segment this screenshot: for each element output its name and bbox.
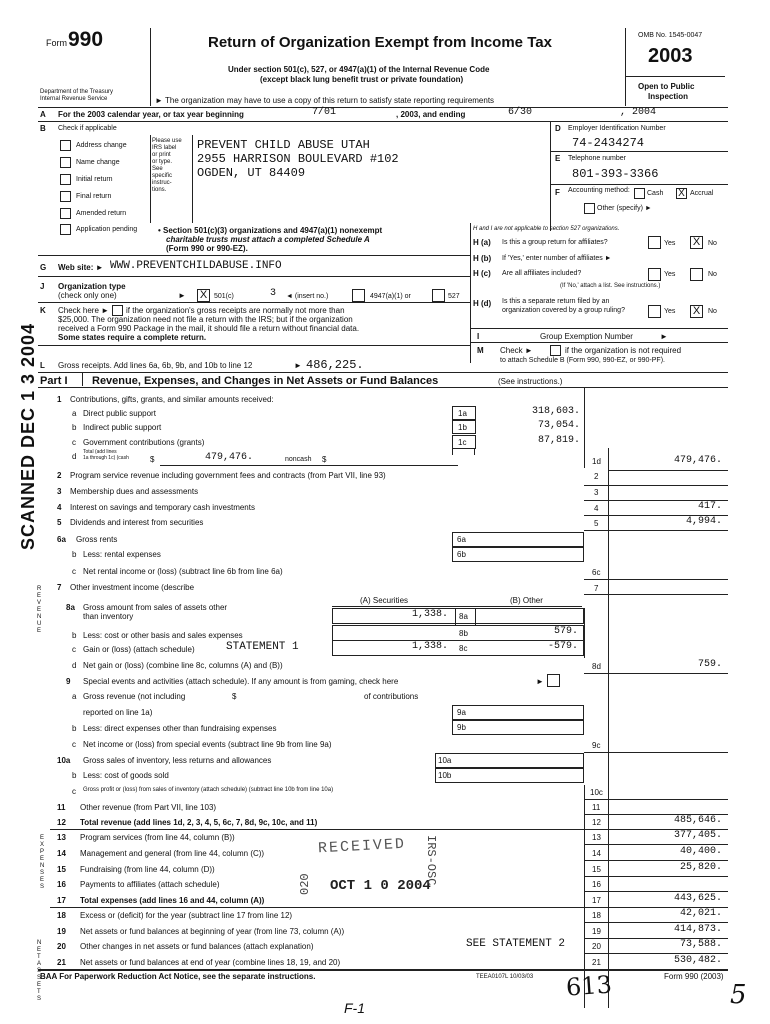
- cash-checkbox[interactable]: [634, 188, 645, 199]
- org-city: OGDEN, UT 84409: [197, 166, 306, 180]
- line-21-amount: 530,482.: [673, 955, 722, 966]
- line-12-label: Total revenue (add lines 1d, 2, 3, 4, 5, 6c, 7, 8d, 9c, 10c, and 11): [80, 818, 318, 827]
- schedule-b-check: Check ►: [500, 346, 533, 355]
- separate-return-question: Is this a separate return filed by an: [502, 298, 610, 305]
- irs-label-instructions: Please use IRS label or print or type. See specific instruc- tions.: [152, 138, 182, 193]
- accounting-label: Accounting method:: [568, 187, 630, 194]
- line-11-label: Other revenue (from Part VII, line 103): [80, 803, 217, 812]
- statement-1-ref: STATEMENT 1: [226, 641, 299, 653]
- line-9c-label: Net income or (loss) from special events (subtract line 9b from line 9a): [83, 740, 332, 749]
- line-19-amount: 414,873.: [673, 924, 722, 935]
- amended-return-checkbox[interactable]: [60, 208, 71, 219]
- line-8a-label: Gross amount from sales of assets other: [83, 603, 228, 612]
- line-13-amount: 377,405.: [673, 830, 722, 841]
- line-1d-cash: 479,476.: [205, 452, 254, 463]
- handwritten-613: 613: [565, 970, 613, 1002]
- line-1-label: Contributions, gifts, grants, and similar amounts received:: [70, 395, 274, 404]
- other-method-checkbox[interactable]: [584, 203, 595, 214]
- gross-receipts-label: Gross receipts. Add lines 6a, 6b, 9b, and 10b to line 12: [58, 361, 253, 370]
- irs: Internal Revenue Service: [40, 96, 108, 102]
- org-name: PREVENT CHILD ABUSE UTAH: [197, 138, 370, 152]
- line-13-label: Program services (from line 44, column (B)): [80, 833, 235, 842]
- address-change-checkbox[interactable]: [60, 140, 71, 151]
- footer-form: Form 990 (2003): [664, 972, 724, 981]
- line-10a-label: Gross sales of inventory, less returns and allowances: [83, 756, 272, 765]
- line-1c-amount: 87,819.: [537, 435, 580, 446]
- ein-value: 74-2434274: [572, 136, 645, 150]
- net-assets-side-label: NET ASSETS: [37, 940, 42, 1002]
- line-4-label: Interest on savings and temporary cash investments: [70, 503, 255, 512]
- hc-yes-checkbox[interactable]: [648, 268, 661, 281]
- line-7-label: Other investment income (describe: [70, 583, 195, 592]
- irs-osc-stamp: IRS-OSC: [424, 835, 438, 886]
- revenue-side-label: REVENUE: [37, 586, 42, 634]
- line-6c-label: Net rental income or (loss) (subtract line 6b from line 6a): [83, 567, 283, 576]
- line-8c-other: -579.: [547, 641, 578, 652]
- 4947-checkbox[interactable]: [352, 289, 365, 302]
- received-date-stamp: OCT 1 0 2004: [330, 878, 431, 894]
- line-19-label: Net assets or fund balances at beginning of year (from line 73, column (A)): [80, 927, 345, 936]
- org-street: 2955 HARRISON BOULEVARD #102: [197, 152, 399, 166]
- hd-no-checkbox[interactable]: X: [690, 305, 703, 318]
- form-title: Return of Organization Exempt from Income Tax: [208, 34, 552, 51]
- omb-number: OMB No. 1545-0047: [638, 32, 703, 39]
- line-8b-other: 579.: [553, 626, 578, 637]
- line-2-label: Program service revenue including government fees and contracts (from Part VII, line 93): [70, 471, 386, 480]
- expenses-side-label: EXPENSES: [40, 835, 45, 890]
- line-3-label: Membership dues and assessments: [70, 487, 199, 496]
- line-10b-label: Less: cost of goods sold: [83, 771, 169, 780]
- line-a-text: For the 2003 calendar year, or tax year beginning: [58, 110, 244, 119]
- form-subtitle: Under section 501(c), 527, or 4947(a)(1) of the Internal Revenue Code: [228, 65, 490, 74]
- notice: ► The organization may have to use a copy of this return to satisfy state reporting requirements: [155, 96, 495, 105]
- line-8c-label: Gain or (loss) (attach schedule): [83, 645, 195, 654]
- tax-year-begin: 7/01: [312, 107, 337, 118]
- ha-yes-checkbox[interactable]: [648, 236, 661, 249]
- line-17-label: Total expenses (add lines 16 and 44, column (A)): [80, 896, 265, 905]
- accrual-checkbox[interactable]: X: [676, 188, 687, 199]
- k-check-label: Check here ►: [58, 306, 110, 315]
- phone-label: Telephone number: [568, 155, 626, 162]
- line-14-label: Management and general (from line 44, column (C)): [80, 849, 265, 858]
- received-stamp: RECEIVED: [317, 835, 407, 858]
- line-6a-label: Gross rents: [76, 535, 118, 544]
- department: Department of the Treasury: [40, 89, 114, 95]
- line-1d-amount: 479,476.: [673, 455, 722, 466]
- open-to-public: Open to Public: [638, 82, 695, 91]
- name-change-checkbox[interactable]: [60, 157, 71, 168]
- phone-value: 801-393-3366: [572, 167, 659, 181]
- line-8d-label: Net gain or (loss) (combine line 8c, columns (A) and (B)): [83, 661, 283, 670]
- scanned-stamp: SCANNED DEC 1 3 2004: [18, 322, 38, 550]
- line-5-label: Dividends and interest from securities: [70, 518, 204, 527]
- line-8a-securities: 1,338.: [411, 609, 448, 620]
- line-18-label: Excess or (deficit) for the year (subtract line 17 from line 12): [80, 911, 293, 920]
- affiliates-included: Are all affiliates included?: [502, 270, 582, 277]
- col-b-other: (B) Other: [510, 596, 543, 605]
- line-1b-label: Indirect public support: [83, 423, 162, 432]
- form-number: 990: [68, 28, 104, 51]
- line-1b-amount: 73,054.: [537, 420, 580, 431]
- m-checkbox[interactable]: [550, 345, 561, 356]
- line-20-label: Other changes in net assets or fund balances (attach explanation): [80, 942, 314, 951]
- line-10c-label: Gross profit or (loss) from sales of inventory (attach schedule) (subtract line 10b from line 10a): [83, 787, 334, 793]
- schedule-a-note: • Section 501(c)(3) organizations and 4947(a)(1) nonexempt: [158, 226, 383, 235]
- line-16-label: Payments to affiliates (attach schedule): [80, 880, 220, 889]
- website-label: Web site: ►: [58, 263, 104, 272]
- line-9b-label: Less: direct expenses other than fundraising expenses: [83, 724, 277, 733]
- form-label: Form: [46, 38, 67, 48]
- line-4-amount: 417.: [697, 501, 722, 512]
- part-title: Revenue, Expenses, and Changes in Net Assets or Fund Balances: [92, 375, 439, 387]
- line-8d-amount: 759.: [697, 659, 722, 670]
- 527-checkbox[interactable]: [432, 289, 445, 302]
- line-14-amount: 40,400.: [679, 846, 722, 857]
- line-17-amount: 443,625.: [673, 893, 722, 904]
- handwritten-5: 5: [730, 980, 747, 1010]
- paperwork-notice: BAA For Paperwork Reduction Act Notice, see the separate instructions.: [40, 972, 316, 981]
- group-return-question: Is this a group return for affiliates?: [502, 239, 608, 246]
- line-9-label: Special events and activities (attach schedule). If any amount is from gaming, check here: [83, 677, 399, 686]
- line-9a-label: Gross revenue (not including: [83, 692, 186, 701]
- application-pending-checkbox[interactable]: [60, 224, 71, 235]
- col-a-securities: (A) Securities: [360, 596, 409, 605]
- hc-no-checkbox[interactable]: [690, 268, 703, 281]
- 501c-number: 3: [270, 288, 277, 299]
- line-1a-amount: 318,603.: [531, 406, 580, 417]
- line-8c-securities: 1,338.: [411, 641, 448, 652]
- line-8b-label: Less: cost or other basis and sales expenses: [83, 631, 243, 640]
- line-12-amount: 485,646.: [673, 815, 722, 826]
- line-1a-label: Direct public support: [83, 409, 156, 418]
- final-return-checkbox[interactable]: [60, 191, 71, 202]
- page-mark: F-1: [344, 1000, 365, 1016]
- statement-2-ref: SEE STATEMENT 2: [466, 938, 566, 950]
- 501c-checkbox[interactable]: X: [197, 289, 210, 302]
- line-21-label: Net assets or fund balances at end of year (combine lines 18, 19, and 20): [80, 958, 341, 967]
- line-5-amount: 4,994.: [685, 516, 722, 527]
- form-subtitle-2: (except black lung benefit trust or private foundation): [260, 75, 464, 84]
- part-label: Part I: [40, 375, 68, 387]
- line-6b-label: Less: rental expenses: [83, 550, 161, 559]
- gross-receipts-value: 486,225.: [306, 358, 364, 372]
- h-i-note: H and I are not applicable to section 527 organizations.: [473, 226, 620, 232]
- footer-code: TEEA0107L 10/03/03: [476, 974, 534, 980]
- inspection: Inspection: [648, 92, 689, 101]
- line-15-label: Fundraising (from line 44, column (D)): [80, 865, 215, 874]
- org-type-label: Organization type: [58, 282, 126, 291]
- affiliates-count: If 'Yes,' enter number of affiliates ►: [502, 255, 612, 262]
- line-20-amount: 73,588.: [679, 939, 722, 950]
- line-1c-label: Government contributions (grants): [83, 438, 205, 447]
- tax-year: 2003: [648, 45, 693, 67]
- initial-return-checkbox[interactable]: [60, 174, 71, 185]
- ein-label: Employer Identification Number: [568, 125, 666, 132]
- ha-no-checkbox[interactable]: X: [690, 236, 703, 249]
- hd-yes-checkbox[interactable]: [648, 305, 661, 318]
- gaming-checkbox[interactable]: [547, 674, 560, 687]
- check-if-applicable: Check if applicable: [58, 125, 117, 132]
- line-18-amount: 42,021.: [679, 908, 722, 919]
- line-15-amount: 25,820.: [679, 862, 722, 873]
- tax-year-end: 6/30: [508, 107, 533, 118]
- group-exemption-number: Group Exemption Number: [540, 332, 633, 341]
- website-url: WWW.PREVENTCHILDABUSE.INFO: [110, 260, 282, 272]
- stamp-code: 020: [298, 873, 312, 895]
